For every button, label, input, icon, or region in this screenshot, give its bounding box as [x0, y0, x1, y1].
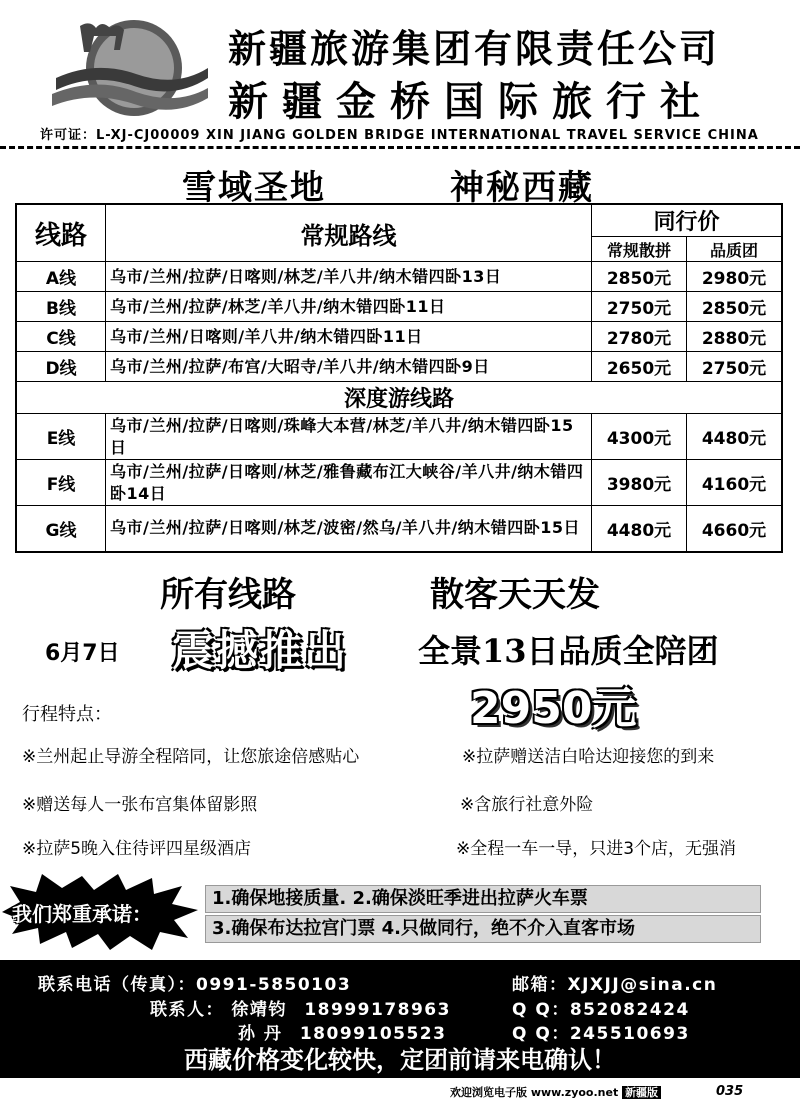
features-title: 行程特点： [22, 704, 112, 725]
price-quality: 2880元 [687, 322, 783, 352]
col-peer-price-header: 同行价 [592, 204, 783, 237]
route-desc: 乌市/兰州/拉萨/日喀则/林芝/雅鲁藏布江大峡谷/羊八井/纳木错四卧14日 [106, 460, 592, 506]
table-row [16, 414, 782, 460]
col-route-header: 线路 [16, 204, 106, 262]
all-routes-text: 所有线路 [160, 575, 296, 615]
edition-tag: 新疆版 [622, 1086, 661, 1099]
promise-row-2: 3.确保布达拉宫门票 4.只做同行，绝不介入直客市场 [205, 915, 761, 943]
route-desc: 乌市/兰州/拉萨/林芝/羊八井/纳木错四卧11日 [106, 292, 592, 322]
price-regular: 3980元 [592, 460, 687, 506]
tour-price: 2950元 [470, 683, 637, 734]
qq-label: Q Q： [512, 1000, 570, 1020]
price-regular: 4300元 [592, 414, 687, 460]
route-code: F线 [16, 460, 106, 506]
contact-phone-1: 18999178963 [304, 1000, 451, 1020]
table-row [16, 292, 782, 322]
footer-browse [450, 1084, 661, 1100]
camel-logo-icon [50, 8, 210, 118]
price-quality: 4660元 [687, 506, 783, 552]
route-code: D线 [16, 352, 106, 382]
feature-item: ※含旅行社意外险 [460, 795, 594, 815]
price-regular: 2850元 [592, 262, 687, 292]
route-code: B线 [16, 292, 106, 322]
license-line: 许可证：L-XJ-CJ00009 XIN JIANG GOLDEN BRIDGE INTERNATIONAL TRAVEL SERVICE CHINA [40, 128, 759, 143]
col-regular-header: 常规路线 [106, 204, 592, 262]
col-regular-group-header: 常规散拼 [592, 237, 687, 262]
feature-item: ※赠送每人一张布宫集体留影照 [22, 795, 258, 815]
qq-number-1: 852082424 [569, 1000, 690, 1020]
route-desc: 乌市/兰州/拉萨/日喀则/林芝/羊八井/纳木错四卧13日 [106, 262, 592, 292]
header-divider [0, 146, 800, 149]
route-code: C线 [16, 322, 106, 352]
feature-item: ※拉萨赠送洁白哈达迎接您的到来 [462, 747, 715, 767]
table-header-row [16, 204, 782, 237]
footer-browse-text: 欢迎浏览电子版 www.zyoo.net [450, 1086, 619, 1099]
price-quality: 2850元 [687, 292, 783, 322]
route-code: E线 [16, 414, 106, 460]
email-address: XJXJJ@sina.cn [567, 975, 718, 995]
price-quality: 2980元 [687, 262, 783, 292]
price-regular: 2750元 [592, 292, 687, 322]
contact-phone-2: 18099105523 [299, 1024, 447, 1044]
contact-label: 联系人： [150, 1000, 224, 1020]
table-row [16, 460, 782, 506]
deep-section-title: 深度游线路 [16, 382, 782, 414]
launch-date: 6月7日 [45, 641, 120, 666]
col-quality-group-header: 品质团 [687, 237, 783, 262]
qq-label-2: Q Q： [512, 1024, 570, 1044]
table-row [16, 352, 782, 382]
route-code: A线 [16, 262, 106, 292]
feature-item: ※全程一车一导，只进3个店，无强消 [456, 839, 737, 859]
route-desc: 乌市/兰州/拉萨/日喀则/珠峰大本营/林芝/羊八井/纳木错四卧15日 [106, 414, 592, 460]
table-row [16, 322, 782, 352]
price-regular: 2650元 [592, 352, 687, 382]
slogan-left: 雪域圣地 [182, 168, 326, 208]
price-regular: 4480元 [592, 506, 687, 552]
company-name: 新疆旅游集团有限责任公司 [228, 27, 721, 71]
slogan-right: 神秘西藏 [450, 168, 594, 208]
route-desc: 乌市/兰州/拉萨/布宫/大昭寺/羊八井/纳木错四卧9日 [106, 352, 592, 382]
confirm-notice: 西藏价格变化较快，定团前请来电确认！ [184, 1046, 616, 1074]
price-quality: 4160元 [687, 460, 783, 506]
qq-number-2: 245510693 [569, 1024, 690, 1044]
route-desc: 乌市/兰州/拉萨/日喀则/林芝/波密/然乌/羊八井/纳木错四卧15日 [106, 506, 592, 552]
phone-number: 0991-5850103 [196, 975, 352, 995]
route-desc: 乌市/兰州/日喀则/羊八井/纳木错四卧11日 [106, 322, 592, 352]
table-row [16, 506, 782, 552]
tour-name: 全景13日品质全陪团 [418, 632, 719, 670]
page-number: 035 [716, 1084, 744, 1099]
feature-item: ※拉萨5晚入住待评四星级酒店 [22, 839, 252, 859]
price-regular: 2780元 [592, 322, 687, 352]
price-quality: 2750元 [687, 352, 783, 382]
contact-person-1: 徐靖钧 [231, 1000, 287, 1020]
deep-section-row [16, 382, 782, 414]
feature-item: ※兰州起止导游全程陪同，让您旅途倍感贴心 [22, 747, 360, 767]
contact-person-2: 孙 丹 [238, 1024, 283, 1044]
promise-row-1: 1.确保地接质量. 2.确保淡旺季进出拉萨火车票 [205, 885, 761, 913]
agency-name: 新疆金桥国际旅行社 [228, 79, 714, 125]
route-code: G线 [16, 506, 106, 552]
email-label: 邮箱： [512, 975, 568, 995]
daily-departure-text: 散客天天发 [430, 575, 600, 615]
launch-headline: 震撼推出 [172, 626, 349, 675]
price-table [15, 203, 783, 553]
phone-label: 联系电话（传真）： [38, 975, 196, 995]
table-row [16, 262, 782, 292]
price-quality: 4480元 [687, 414, 783, 460]
promise-title: 我们郑重承诺： [12, 902, 152, 926]
